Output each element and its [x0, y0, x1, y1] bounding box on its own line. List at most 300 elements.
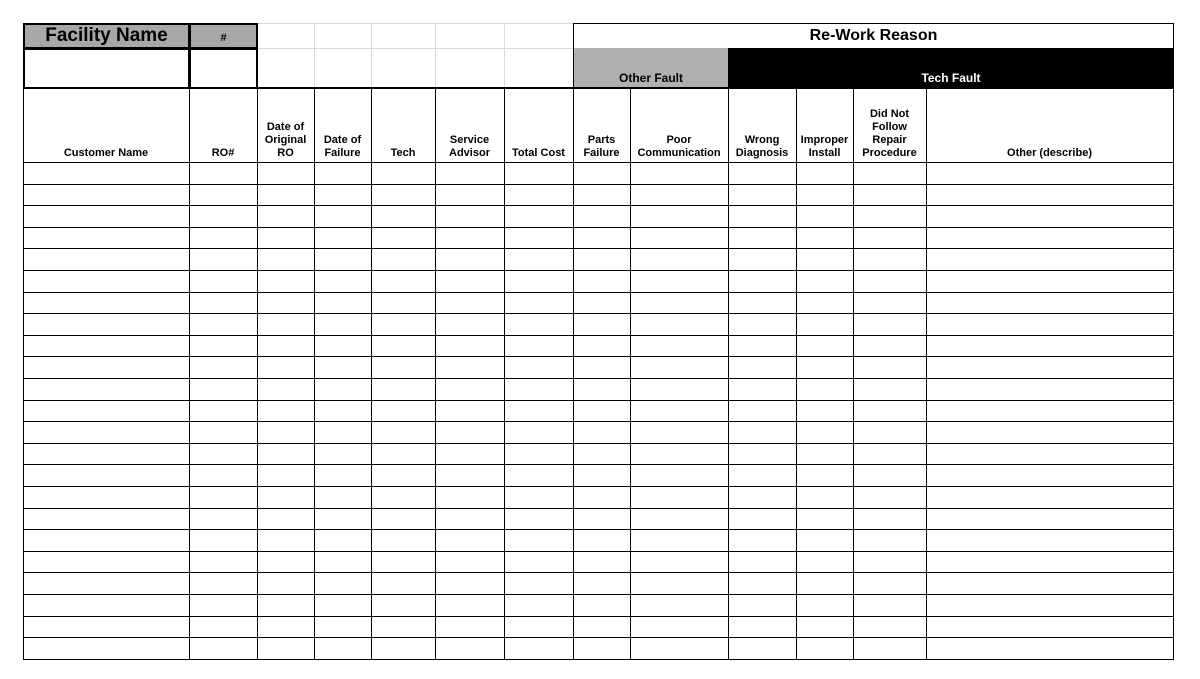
cell-wrong-diagnosis[interactable]: [728, 486, 796, 508]
cell-tech[interactable]: [371, 313, 435, 335]
cell-improper-install[interactable]: [796, 508, 853, 529]
cell-ro-number[interactable]: [189, 313, 257, 335]
cell-other-describe[interactable]: [926, 594, 1173, 616]
cell-customer-name[interactable]: [23, 162, 189, 184]
cell-poor-communication[interactable]: [630, 292, 728, 313]
cell-total-cost[interactable]: [504, 529, 573, 551]
cell-other-describe[interactable]: [926, 443, 1173, 464]
cell-tech[interactable]: [371, 227, 435, 248]
cell-wrong-diagnosis[interactable]: [728, 248, 796, 270]
cell-did-not-follow-repair-procedure[interactable]: [853, 551, 926, 572]
cell-improper-install[interactable]: [796, 572, 853, 594]
cell-improper-install[interactable]: [796, 356, 853, 378]
cell-wrong-diagnosis[interactable]: [728, 551, 796, 572]
cell-poor-communication[interactable]: [630, 270, 728, 292]
cell-service-advisor[interactable]: [435, 486, 504, 508]
cell-other-describe[interactable]: [926, 356, 1173, 378]
cell-ro-number[interactable]: [189, 464, 257, 486]
cell-total-cost[interactable]: [504, 594, 573, 616]
cell-service-advisor[interactable]: [435, 508, 504, 529]
cell-ro-number[interactable]: [189, 572, 257, 594]
cell-other-describe[interactable]: [926, 205, 1173, 227]
cell-customer-name[interactable]: [23, 572, 189, 594]
cell-date-of-failure[interactable]: [314, 400, 371, 421]
cell-customer-name[interactable]: [23, 594, 189, 616]
cell-date-of-original-ro[interactable]: [257, 356, 314, 378]
cell-parts-failure[interactable]: [573, 637, 630, 659]
cell-wrong-diagnosis[interactable]: [728, 572, 796, 594]
cell-date-of-original-ro[interactable]: [257, 594, 314, 616]
cell-parts-failure[interactable]: [573, 227, 630, 248]
cell-date-of-failure[interactable]: [314, 205, 371, 227]
cell-customer-name[interactable]: [23, 313, 189, 335]
cell-other-describe[interactable]: [926, 378, 1173, 400]
cell-date-of-original-ro[interactable]: [257, 421, 314, 443]
cell-parts-failure[interactable]: [573, 616, 630, 637]
cell-poor-communication[interactable]: [630, 162, 728, 184]
cell-wrong-diagnosis[interactable]: [728, 162, 796, 184]
cell-customer-name[interactable]: [23, 529, 189, 551]
cell-did-not-follow-repair-procedure[interactable]: [853, 313, 926, 335]
cell-service-advisor[interactable]: [435, 529, 504, 551]
cell-total-cost[interactable]: [504, 378, 573, 400]
cell-date-of-original-ro[interactable]: [257, 637, 314, 659]
cell-parts-failure[interactable]: [573, 184, 630, 205]
cell-wrong-diagnosis[interactable]: [728, 421, 796, 443]
cell-date-of-failure[interactable]: [314, 335, 371, 356]
cell-date-of-original-ro[interactable]: [257, 529, 314, 551]
cell-service-advisor[interactable]: [435, 551, 504, 572]
cell-service-advisor[interactable]: [435, 421, 504, 443]
cell-wrong-diagnosis[interactable]: [728, 464, 796, 486]
cell-improper-install[interactable]: [796, 594, 853, 616]
cell-total-cost[interactable]: [504, 443, 573, 464]
cell-date-of-failure[interactable]: [314, 248, 371, 270]
cell-poor-communication[interactable]: [630, 443, 728, 464]
cell-ro-number[interactable]: [189, 184, 257, 205]
cell-customer-name[interactable]: [23, 551, 189, 572]
cell-parts-failure[interactable]: [573, 529, 630, 551]
cell-ro-number[interactable]: [189, 162, 257, 184]
cell-ro-number[interactable]: [189, 356, 257, 378]
cell-ro-number[interactable]: [189, 400, 257, 421]
cell-total-cost[interactable]: [504, 227, 573, 248]
cell-tech[interactable]: [371, 205, 435, 227]
cell-total-cost[interactable]: [504, 356, 573, 378]
cell-total-cost[interactable]: [504, 616, 573, 637]
cell-service-advisor[interactable]: [435, 637, 504, 659]
facility-name-field[interactable]: [23, 48, 190, 89]
cell-improper-install[interactable]: [796, 529, 853, 551]
cell-tech[interactable]: [371, 637, 435, 659]
cell-other-describe[interactable]: [926, 292, 1173, 313]
cell-parts-failure[interactable]: [573, 378, 630, 400]
cell-improper-install[interactable]: [796, 616, 853, 637]
cell-date-of-failure[interactable]: [314, 270, 371, 292]
cell-parts-failure[interactable]: [573, 464, 630, 486]
cell-date-of-failure[interactable]: [314, 508, 371, 529]
cell-tech[interactable]: [371, 248, 435, 270]
cell-total-cost[interactable]: [504, 205, 573, 227]
cell-poor-communication[interactable]: [630, 529, 728, 551]
cell-customer-name[interactable]: [23, 356, 189, 378]
cell-customer-name[interactable]: [23, 227, 189, 248]
cell-improper-install[interactable]: [796, 551, 853, 572]
cell-wrong-diagnosis[interactable]: [728, 594, 796, 616]
cell-parts-failure[interactable]: [573, 508, 630, 529]
cell-total-cost[interactable]: [504, 400, 573, 421]
cell-improper-install[interactable]: [796, 400, 853, 421]
cell-other-describe[interactable]: [926, 162, 1173, 184]
cell-date-of-original-ro[interactable]: [257, 572, 314, 594]
cell-customer-name[interactable]: [23, 248, 189, 270]
cell-date-of-original-ro[interactable]: [257, 184, 314, 205]
cell-total-cost[interactable]: [504, 270, 573, 292]
cell-ro-number[interactable]: [189, 205, 257, 227]
cell-customer-name[interactable]: [23, 292, 189, 313]
cell-date-of-original-ro[interactable]: [257, 508, 314, 529]
cell-improper-install[interactable]: [796, 162, 853, 184]
cell-parts-failure[interactable]: [573, 421, 630, 443]
cell-other-describe[interactable]: [926, 551, 1173, 572]
cell-did-not-follow-repair-procedure[interactable]: [853, 227, 926, 248]
cell-ro-number[interactable]: [189, 378, 257, 400]
cell-did-not-follow-repair-procedure[interactable]: [853, 637, 926, 659]
cell-parts-failure[interactable]: [573, 356, 630, 378]
cell-improper-install[interactable]: [796, 378, 853, 400]
cell-ro-number[interactable]: [189, 292, 257, 313]
cell-wrong-diagnosis[interactable]: [728, 616, 796, 637]
cell-ro-number[interactable]: [189, 529, 257, 551]
cell-tech[interactable]: [371, 616, 435, 637]
cell-other-describe[interactable]: [926, 637, 1173, 659]
cell-poor-communication[interactable]: [630, 400, 728, 421]
cell-ro-number[interactable]: [189, 594, 257, 616]
cell-service-advisor[interactable]: [435, 313, 504, 335]
cell-service-advisor[interactable]: [435, 464, 504, 486]
cell-did-not-follow-repair-procedure[interactable]: [853, 184, 926, 205]
cell-did-not-follow-repair-procedure[interactable]: [853, 572, 926, 594]
cell-tech[interactable]: [371, 443, 435, 464]
cell-improper-install[interactable]: [796, 313, 853, 335]
cell-date-of-original-ro[interactable]: [257, 162, 314, 184]
cell-did-not-follow-repair-procedure[interactable]: [853, 508, 926, 529]
cell-date-of-original-ro[interactable]: [257, 248, 314, 270]
cell-ro-number[interactable]: [189, 248, 257, 270]
cell-total-cost[interactable]: [504, 486, 573, 508]
cell-tech[interactable]: [371, 486, 435, 508]
cell-total-cost[interactable]: [504, 335, 573, 356]
cell-ro-number[interactable]: [189, 270, 257, 292]
cell-did-not-follow-repair-procedure[interactable]: [853, 162, 926, 184]
cell-date-of-original-ro[interactable]: [257, 205, 314, 227]
cell-poor-communication[interactable]: [630, 572, 728, 594]
cell-date-of-original-ro[interactable]: [257, 400, 314, 421]
cell-customer-name[interactable]: [23, 205, 189, 227]
cell-parts-failure[interactable]: [573, 400, 630, 421]
cell-date-of-original-ro[interactable]: [257, 313, 314, 335]
cell-service-advisor[interactable]: [435, 248, 504, 270]
cell-other-describe[interactable]: [926, 572, 1173, 594]
cell-did-not-follow-repair-procedure[interactable]: [853, 421, 926, 443]
cell-wrong-diagnosis[interactable]: [728, 378, 796, 400]
cell-poor-communication[interactable]: [630, 551, 728, 572]
cell-improper-install[interactable]: [796, 227, 853, 248]
cell-improper-install[interactable]: [796, 464, 853, 486]
cell-date-of-failure[interactable]: [314, 572, 371, 594]
cell-tech[interactable]: [371, 529, 435, 551]
cell-date-of-original-ro[interactable]: [257, 292, 314, 313]
cell-ro-number[interactable]: [189, 227, 257, 248]
cell-did-not-follow-repair-procedure[interactable]: [853, 529, 926, 551]
cell-improper-install[interactable]: [796, 292, 853, 313]
cell-poor-communication[interactable]: [630, 313, 728, 335]
cell-ro-number[interactable]: [189, 637, 257, 659]
cell-ro-number[interactable]: [189, 335, 257, 356]
cell-poor-communication[interactable]: [630, 464, 728, 486]
cell-date-of-original-ro[interactable]: [257, 270, 314, 292]
cell-date-of-failure[interactable]: [314, 594, 371, 616]
cell-date-of-original-ro[interactable]: [257, 486, 314, 508]
cell-tech[interactable]: [371, 464, 435, 486]
cell-customer-name[interactable]: [23, 184, 189, 205]
cell-date-of-failure[interactable]: [314, 486, 371, 508]
cell-date-of-original-ro[interactable]: [257, 335, 314, 356]
cell-poor-communication[interactable]: [630, 616, 728, 637]
facility-number-field[interactable]: [189, 48, 258, 89]
cell-did-not-follow-repair-procedure[interactable]: [853, 248, 926, 270]
cell-customer-name[interactable]: [23, 508, 189, 529]
cell-total-cost[interactable]: [504, 313, 573, 335]
cell-date-of-failure[interactable]: [314, 551, 371, 572]
cell-wrong-diagnosis[interactable]: [728, 356, 796, 378]
cell-poor-communication[interactable]: [630, 205, 728, 227]
cell-date-of-original-ro[interactable]: [257, 227, 314, 248]
cell-service-advisor[interactable]: [435, 572, 504, 594]
cell-date-of-failure[interactable]: [314, 292, 371, 313]
cell-tech[interactable]: [371, 594, 435, 616]
cell-tech[interactable]: [371, 335, 435, 356]
cell-poor-communication[interactable]: [630, 335, 728, 356]
cell-date-of-failure[interactable]: [314, 443, 371, 464]
cell-poor-communication[interactable]: [630, 637, 728, 659]
cell-tech[interactable]: [371, 421, 435, 443]
cell-poor-communication[interactable]: [630, 248, 728, 270]
cell-tech[interactable]: [371, 162, 435, 184]
cell-did-not-follow-repair-procedure[interactable]: [853, 464, 926, 486]
cell-total-cost[interactable]: [504, 162, 573, 184]
cell-improper-install[interactable]: [796, 184, 853, 205]
cell-customer-name[interactable]: [23, 637, 189, 659]
cell-other-describe[interactable]: [926, 464, 1173, 486]
cell-parts-failure[interactable]: [573, 313, 630, 335]
cell-wrong-diagnosis[interactable]: [728, 529, 796, 551]
cell-service-advisor[interactable]: [435, 335, 504, 356]
cell-customer-name[interactable]: [23, 464, 189, 486]
cell-ro-number[interactable]: [189, 616, 257, 637]
cell-tech[interactable]: [371, 356, 435, 378]
cell-wrong-diagnosis[interactable]: [728, 205, 796, 227]
cell-date-of-failure[interactable]: [314, 421, 371, 443]
cell-other-describe[interactable]: [926, 508, 1173, 529]
cell-date-of-failure[interactable]: [314, 637, 371, 659]
cell-service-advisor[interactable]: [435, 205, 504, 227]
cell-parts-failure[interactable]: [573, 162, 630, 184]
cell-poor-communication[interactable]: [630, 594, 728, 616]
cell-improper-install[interactable]: [796, 205, 853, 227]
cell-ro-number[interactable]: [189, 443, 257, 464]
cell-total-cost[interactable]: [504, 184, 573, 205]
cell-parts-failure[interactable]: [573, 292, 630, 313]
cell-did-not-follow-repair-procedure[interactable]: [853, 356, 926, 378]
cell-parts-failure[interactable]: [573, 443, 630, 464]
cell-improper-install[interactable]: [796, 248, 853, 270]
cell-wrong-diagnosis[interactable]: [728, 227, 796, 248]
cell-tech[interactable]: [371, 292, 435, 313]
cell-other-describe[interactable]: [926, 227, 1173, 248]
cell-other-describe[interactable]: [926, 184, 1173, 205]
cell-parts-failure[interactable]: [573, 205, 630, 227]
cell-total-cost[interactable]: [504, 292, 573, 313]
cell-service-advisor[interactable]: [435, 594, 504, 616]
cell-ro-number[interactable]: [189, 508, 257, 529]
cell-parts-failure[interactable]: [573, 248, 630, 270]
cell-ro-number[interactable]: [189, 551, 257, 572]
cell-date-of-original-ro[interactable]: [257, 551, 314, 572]
cell-other-describe[interactable]: [926, 335, 1173, 356]
cell-tech[interactable]: [371, 184, 435, 205]
cell-service-advisor[interactable]: [435, 378, 504, 400]
cell-customer-name[interactable]: [23, 616, 189, 637]
cell-wrong-diagnosis[interactable]: [728, 400, 796, 421]
cell-date-of-failure[interactable]: [314, 378, 371, 400]
cell-service-advisor[interactable]: [435, 162, 504, 184]
cell-date-of-original-ro[interactable]: [257, 464, 314, 486]
cell-improper-install[interactable]: [796, 335, 853, 356]
cell-total-cost[interactable]: [504, 637, 573, 659]
cell-date-of-failure[interactable]: [314, 227, 371, 248]
cell-poor-communication[interactable]: [630, 486, 728, 508]
cell-customer-name[interactable]: [23, 400, 189, 421]
cell-poor-communication[interactable]: [630, 508, 728, 529]
cell-date-of-original-ro[interactable]: [257, 616, 314, 637]
cell-wrong-diagnosis[interactable]: [728, 292, 796, 313]
cell-other-describe[interactable]: [926, 400, 1173, 421]
cell-did-not-follow-repair-procedure[interactable]: [853, 292, 926, 313]
cell-did-not-follow-repair-procedure[interactable]: [853, 443, 926, 464]
cell-poor-communication[interactable]: [630, 378, 728, 400]
cell-tech[interactable]: [371, 551, 435, 572]
cell-date-of-failure[interactable]: [314, 313, 371, 335]
cell-total-cost[interactable]: [504, 572, 573, 594]
cell-service-advisor[interactable]: [435, 616, 504, 637]
cell-improper-install[interactable]: [796, 486, 853, 508]
cell-parts-failure[interactable]: [573, 572, 630, 594]
cell-date-of-failure[interactable]: [314, 162, 371, 184]
cell-did-not-follow-repair-procedure[interactable]: [853, 270, 926, 292]
cell-did-not-follow-repair-procedure[interactable]: [853, 486, 926, 508]
cell-total-cost[interactable]: [504, 248, 573, 270]
cell-ro-number[interactable]: [189, 486, 257, 508]
cell-service-advisor[interactable]: [435, 292, 504, 313]
cell-tech[interactable]: [371, 378, 435, 400]
cell-other-describe[interactable]: [926, 529, 1173, 551]
cell-customer-name[interactable]: [23, 421, 189, 443]
cell-did-not-follow-repair-procedure[interactable]: [853, 400, 926, 421]
cell-improper-install[interactable]: [796, 421, 853, 443]
cell-wrong-diagnosis[interactable]: [728, 270, 796, 292]
cell-did-not-follow-repair-procedure[interactable]: [853, 594, 926, 616]
cell-improper-install[interactable]: [796, 270, 853, 292]
cell-total-cost[interactable]: [504, 551, 573, 572]
cell-parts-failure[interactable]: [573, 270, 630, 292]
cell-did-not-follow-repair-procedure[interactable]: [853, 616, 926, 637]
cell-parts-failure[interactable]: [573, 594, 630, 616]
cell-poor-communication[interactable]: [630, 184, 728, 205]
cell-date-of-failure[interactable]: [314, 464, 371, 486]
cell-tech[interactable]: [371, 508, 435, 529]
cell-wrong-diagnosis[interactable]: [728, 184, 796, 205]
cell-customer-name[interactable]: [23, 270, 189, 292]
cell-wrong-diagnosis[interactable]: [728, 637, 796, 659]
cell-date-of-failure[interactable]: [314, 184, 371, 205]
cell-poor-communication[interactable]: [630, 227, 728, 248]
cell-total-cost[interactable]: [504, 421, 573, 443]
cell-parts-failure[interactable]: [573, 335, 630, 356]
cell-wrong-diagnosis[interactable]: [728, 335, 796, 356]
cell-improper-install[interactable]: [796, 637, 853, 659]
cell-other-describe[interactable]: [926, 313, 1173, 335]
cell-customer-name[interactable]: [23, 443, 189, 464]
cell-wrong-diagnosis[interactable]: [728, 443, 796, 464]
cell-did-not-follow-repair-procedure[interactable]: [853, 205, 926, 227]
cell-date-of-original-ro[interactable]: [257, 378, 314, 400]
cell-other-describe[interactable]: [926, 270, 1173, 292]
cell-wrong-diagnosis[interactable]: [728, 508, 796, 529]
cell-service-advisor[interactable]: [435, 227, 504, 248]
cell-service-advisor[interactable]: [435, 400, 504, 421]
cell-customer-name[interactable]: [23, 486, 189, 508]
cell-other-describe[interactable]: [926, 616, 1173, 637]
cell-date-of-original-ro[interactable]: [257, 443, 314, 464]
cell-other-describe[interactable]: [926, 421, 1173, 443]
cell-service-advisor[interactable]: [435, 443, 504, 464]
cell-service-advisor[interactable]: [435, 356, 504, 378]
cell-poor-communication[interactable]: [630, 356, 728, 378]
cell-service-advisor[interactable]: [435, 270, 504, 292]
cell-date-of-failure[interactable]: [314, 356, 371, 378]
cell-poor-communication[interactable]: [630, 421, 728, 443]
cell-customer-name[interactable]: [23, 378, 189, 400]
cell-service-advisor[interactable]: [435, 184, 504, 205]
cell-ro-number[interactable]: [189, 421, 257, 443]
cell-customer-name[interactable]: [23, 335, 189, 356]
cell-total-cost[interactable]: [504, 508, 573, 529]
cell-improper-install[interactable]: [796, 443, 853, 464]
cell-total-cost[interactable]: [504, 464, 573, 486]
cell-tech[interactable]: [371, 572, 435, 594]
cell-wrong-diagnosis[interactable]: [728, 313, 796, 335]
cell-date-of-failure[interactable]: [314, 616, 371, 637]
cell-date-of-failure[interactable]: [314, 529, 371, 551]
cell-tech[interactable]: [371, 400, 435, 421]
cell-did-not-follow-repair-procedure[interactable]: [853, 335, 926, 356]
cell-parts-failure[interactable]: [573, 486, 630, 508]
cell-tech[interactable]: [371, 270, 435, 292]
cell-other-describe[interactable]: [926, 486, 1173, 508]
cell-other-describe[interactable]: [926, 248, 1173, 270]
cell-parts-failure[interactable]: [573, 551, 630, 572]
